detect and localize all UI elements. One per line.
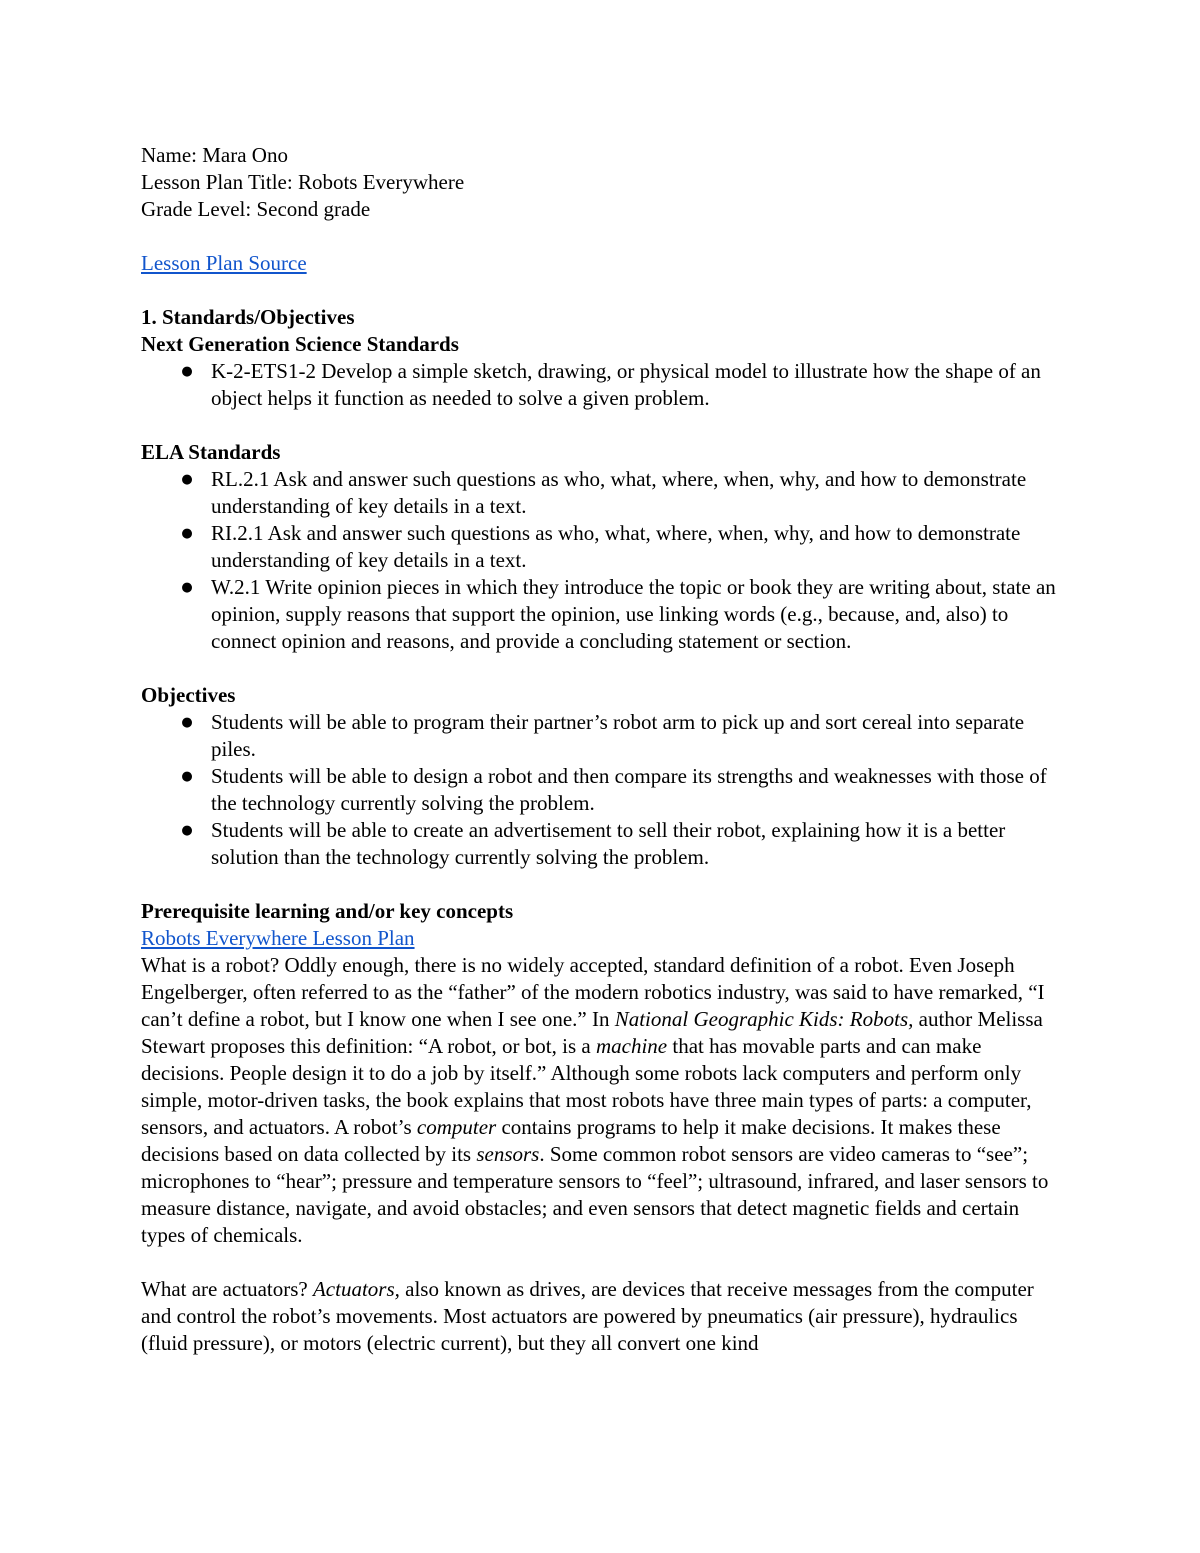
- list-item: ● W.2.1 Write opinion pieces in which they introduce the topic or book they are writing about, state an opinion, supply reasons that support the opinion, use linking words (e.g., because, and, also) to connect opinion and reasons, and provide a concluding statement or section.: [141, 574, 1061, 655]
- document-content: [141, 142, 1061, 1357]
- list-item: ● Students will be able to program their partner’s robot arm to pick up and sort cereal into separate piles.: [141, 709, 1061, 763]
- objectives-heading: Objectives: [141, 683, 236, 707]
- section-heading-standards: 1. Standards/Objectives: [141, 305, 355, 329]
- objectives-list: [141, 709, 1061, 871]
- list-item: ● K-2-ETS1-2 Develop a simple sketch, drawing, or physical model to illustrate how the shape of an object helps it function as needed to solve a given problem.: [141, 358, 1061, 412]
- bullet-icon: ●: [181, 526, 193, 541]
- list-item: ● Students will be able to create an advertisement to sell their robot, explaining how it is a better solution than the technology currently solving the problem.: [141, 817, 1061, 871]
- lesson-title-line: Lesson Plan Title: Robots Everywhere: [141, 170, 465, 194]
- ngss-heading: Next Generation Science Standards: [141, 332, 459, 356]
- list-item: ● RI.2.1 Ask and answer such questions as who, what, where, when, why, and how to demonstrate understanding of key details in a text.: [141, 520, 1061, 574]
- prerequisite-heading: Prerequisite learning and/or key concepts: [141, 899, 514, 923]
- bullet-icon: ●: [181, 769, 193, 784]
- bullet-icon: ●: [181, 715, 193, 730]
- robot-definition-paragraph: What is a robot? Oddly enough, there is no widely accepted, standard definition of a robot. Even Joseph Engelberger, often referred to as the “father” of the modern robotics industry, was said to have remarked, “I can’t define a robot, but I know one when I see one.” In National Geographic Kids: Robots, author Melissa Stewart proposes this definition: “A robot, or bot, is a machine that has movable parts and can make decisions. People design it to do a job by itself.” Although some robots lack computers and perform only simple, motor-driven tasks, the book explains that most robots have three main types of parts: a computer, sensors, and actuators. A robot’s computer contains programs to help it make decisions. It makes these decisions based on data collected by its sensors. Some common robot sensors are video cameras to “see”; microphones to “hear”; pressure and temperature sensors to “feel”; ultrasound, infrared, and laser sensors to measure distance, navigate, and avoid obstacles; and even sensors that detect magnetic fields and certain types of chemicals.: [141, 953, 1049, 1247]
- list-item: ● RL.2.1 Ask and answer such questions as who, what, where, when, why, and how to demonstrate understanding of key details in a text.: [141, 466, 1061, 520]
- grade-level-line: Grade Level: Second grade: [141, 197, 371, 221]
- bullet-icon: ●: [181, 580, 193, 595]
- bullet-icon: ●: [181, 364, 193, 379]
- robots-everywhere-lesson-plan-link[interactable]: Robots Everywhere Lesson Plan: [141, 926, 415, 950]
- list-item: ● Students will be able to design a robot and then compare its strengths and weaknesses with those of the technology currently solving the problem.: [141, 763, 1061, 817]
- ela-list: [141, 466, 1061, 655]
- lesson-plan-source-link[interactable]: Lesson Plan Source: [141, 251, 307, 275]
- ngss-list: [141, 358, 1061, 412]
- name-line: Name: Mara Ono: [141, 143, 288, 167]
- ela-heading: ELA Standards: [141, 440, 281, 464]
- bullet-icon: ●: [181, 823, 193, 838]
- actuators-paragraph: What are actuators? Actuators, also known as drives, are devices that receive messages from the computer and control the robot’s movements. Most actuators are powered by pneumatics (air pressure), hydraulics (fluid pressure), or motors (electric current), but they all convert one kind: [141, 1277, 1034, 1355]
- bullet-icon: ●: [181, 472, 193, 487]
